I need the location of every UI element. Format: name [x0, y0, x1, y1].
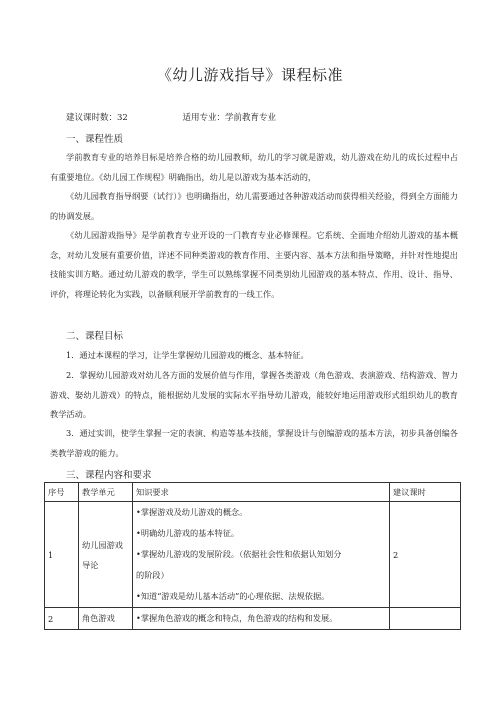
row-requirements: •掌握角色游戏的概念和特点，角色游戏的结构和发展。 — [133, 608, 390, 630]
requirement-item: •掌握幼儿游戏的发展阶段。（依据社会性和依据认知划分 — [136, 549, 342, 559]
course-content-table — [44, 482, 461, 630]
paragraph-nature-1: 学前教育专业的培养目标是培养合格的幼儿园教师，幼儿的学习就是游戏，幼儿游戏在幼儿的成长过程中占有重要地位。《幼儿园工作规程》明确指出，幼儿是以游戏为基本活动的， — [50, 152, 458, 182]
applicable-major: 适用专业：学前教育专业 — [182, 113, 277, 123]
goal-3: 3．通过实训，使学生掌握一定的表演、构造等基本技能，掌握设计与创编游戏的基本方法，初步具备创编各类教学游戏的能力。 — [50, 428, 458, 458]
table-header-row — [45, 483, 461, 502]
header-unit: 教学单元 — [79, 483, 133, 502]
goal-2: 2．掌握幼儿园游戏对幼儿各方面的发展价值与作用，掌握各类游戏（角色游戏、表演游戏、结构游戏、智力游戏、娶幼儿游戏）的特点，能根据幼儿发展的实际水平指导幼儿游戏，能较好地运用游戏形式组织幼儿的教育教学活动。 — [50, 370, 458, 419]
paragraph-nature-3: 《幼儿园游戏指导》是学前教育专业开设的一门教育专业必修课程。它系统、全面地介绍幼儿游戏的基本概念，对幼儿发展有重要价值，详述不同种类游戏的教育作用、主要内容、基本方法和指导策略，并针对性地提出技能实训方略。通过幼儿游戏的教学，学生可以熟练掌握不同类别幼儿园游戏的基本特点、作用、设计、指导、评价，将理论转化为实践，以备顺利展开学前教育的一线工作。 — [50, 230, 458, 299]
section-heading-nature: 一、课程性质 — [66, 134, 124, 145]
suggested-hours: 建议课时数：32 — [66, 113, 128, 123]
requirement-item: •掌握游戏及幼儿游戏的概念。 — [136, 507, 248, 517]
row-no: 2 — [45, 608, 79, 630]
header-hours: 建议课时 — [390, 483, 461, 502]
requirement-item: 的阶段） — [136, 570, 169, 580]
header-requirements: 知识要求 — [133, 483, 390, 502]
requirement-item: •知道“游戏是幼儿基本活动”的心理依据、法规依据。 — [136, 591, 330, 601]
row-hours: 2 — [390, 502, 461, 608]
row-hours — [390, 608, 461, 630]
paragraph-nature-2: 《幼儿园教育指导纲要（试行）》也明确指出，幼儿需要通过各种游戏活动而获得相关经验，得到全方面能力的协调发展。 — [50, 191, 458, 221]
goal-1: 1．通过本课程的学习，让学生掌握幼儿园游戏的概念、基本特征。 — [66, 350, 309, 360]
table-row — [45, 502, 461, 608]
page-title: 《幼儿游戏指导》课程标准 — [156, 66, 343, 84]
requirement-item: •明确幼儿游戏的基本特征。 — [136, 528, 240, 538]
header-no: 序号 — [45, 483, 79, 502]
row-unit: 幼儿园游戏导论 — [79, 502, 133, 608]
row-requirements — [133, 502, 390, 608]
table-row — [45, 608, 461, 630]
section-heading-content: 三、课程内容和要求 — [66, 470, 152, 481]
row-unit: 角色游戏 — [79, 608, 133, 630]
course-meta — [66, 111, 446, 123]
row-no: 1 — [45, 502, 79, 608]
section-heading-goals: 二、课程目标 — [66, 331, 124, 342]
